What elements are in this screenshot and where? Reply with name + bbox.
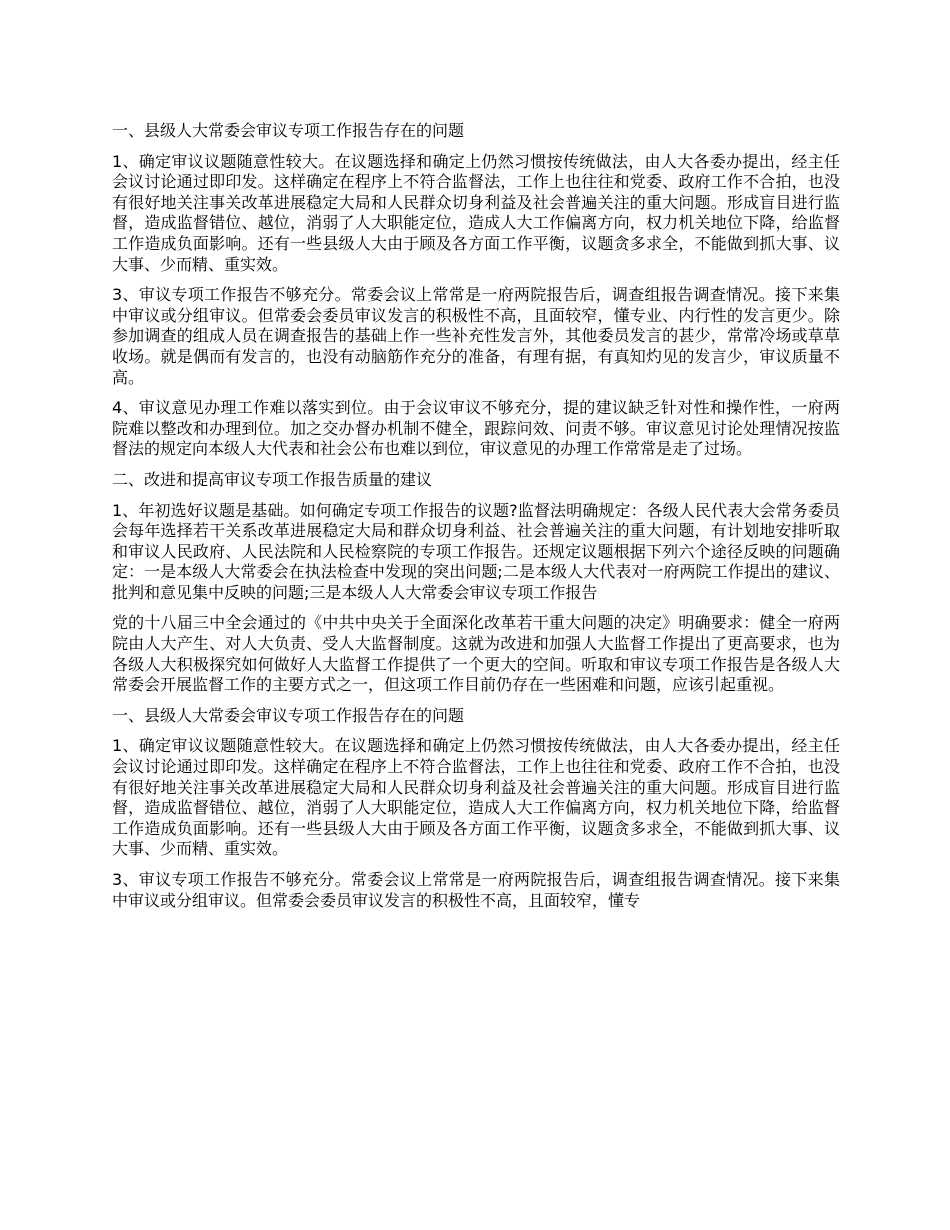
paragraph-opinion-handling: 4、审议意见办理工作难以落实到位。由于会议审议不够充分，提的建议缺乏针对性和操作性，一府两院难以整改和办理到位。加之交办督办机制不健全，跟踪问效、问责不够。审议意见讨论处理情况按监督法的规定向本级人大代表和社会公布也难以到位，审议意见的办理工作常常是走了过场。 (112, 398, 840, 459)
paragraph-topic-selection-repeat: 1、确定审议议题随意性较大。在议题选择和确定上仍然习惯按传统做法，由人大各委办提出，经主任会议讨论通过即印发。这样确定在程序上不符合监督法，工作上也往往和党委、政府工作不合拍，也没有很好地关注事关改革进展稳定大局和人民群众切身利益及社会普遍关注的重大问题。形成盲目进行监督，造成监督错位、越位，消弱了人大职能定位，造成人大工作偏离方向，权力机关地位下降，给监督工作造成负面影响。还有一些县级人大由于顾及各方面工作平衡，议题贪多求全，不能做到抓大事、议大事、少而精、重实效。 (112, 736, 840, 859)
section-heading-suggestions: 二、改进和提高审议专项工作报告质量的建议 (112, 469, 433, 489)
paragraph-review-insufficient: 3、审议专项工作报告不够充分。常委会议上常常是一府两院报告后，调查组报告调查情况。接下来集中审议或分组审议。但常委会委员审议发言的积极性不高，且面较窄，懂专业、内行性的发言更少。除参加调查的组成人员在调查报告的基础上作一些补充性发言外，其他委员发言的甚少，常常冷场或草草收场。就是偶而有发言的，也没有动脑筋作充分的准备，有理有据，有真知灼见的发言少，审议质量不高。 (112, 285, 840, 387)
document-body (112, 121, 840, 921)
section-heading-problems: 一、县级人大常委会审议专项工作报告存在的问题 (112, 121, 465, 140)
paragraph-select-topics: 1、年初选好议题是基础。如何确定专项工作报告的议题?监督法明确规定：各级人民代表大会常务委员会每年选择若干关系改革进展稳定大局和群众切身利益、社会普遍关注的重大问题，有计划地安排听取和审议人民政府、人民法院和人民检察院的专项工作报告。还规定议题根据下列六个途径反映的问题确定：一是本级人大常委会在执法检查中发现的突出问题;二是本级人大代表对一府两院工作提出的建议、批判和意见集中反映的问题;三是本级人人大常委会审议专项工作报告 (112, 500, 840, 602)
paragraph-topic-selection: 1、确定审议议题随意性较大。在议题选择和确定上仍然习惯按传统做法，由人大各委办提出，经主任会议讨论通过即印发。这样确定在程序上不符合监督法，工作上也往往和党委、政府工作不合拍，也没有很好地关注事关改革进展稳定大局和人民群众切身利益及社会普遍关注的重大问题。形成盲目进行监督，造成监督错位、越位，消弱了人大职能定位，造成人大工作偏离方向，权力机关地位下降，给监督工作造成负面影响。还有一些县级人大由于顾及各方面工作平衡，议题贪多求全，不能做到抓大事、议大事、少而精、重实效。 (112, 151, 840, 274)
paragraph-review-insufficient-repeat: 3、审议专项工作报告不够充分。常委会议上常常是一府两院报告后，调查组报告调查情况。接下来集中审议或分组审议。但常委会委员审议发言的积极性不高，且面较窄，懂专 (112, 870, 840, 910)
paragraph-third-plenum: 党的十八届三中全会通过的《中共中央关于全面深化改革若干重大问题的决定》明确要求：健全一府两院由人大产生、对人大负责、受人大监督制度。这就为改进和加强人大监督工作提出了更高要求，也为各级人大积极探究如何做好人大监督工作提供了一个更大的空间。听取和审议专项工作报告是各级人大常委会开展监督工作的主要方式之一，但这项工作目前仍存在一些困难和问题，应该引起重视。 (112, 613, 840, 695)
section-heading-problems-repeat: 一、县级人大常委会审议专项工作报告存在的问题 (112, 705, 465, 725)
